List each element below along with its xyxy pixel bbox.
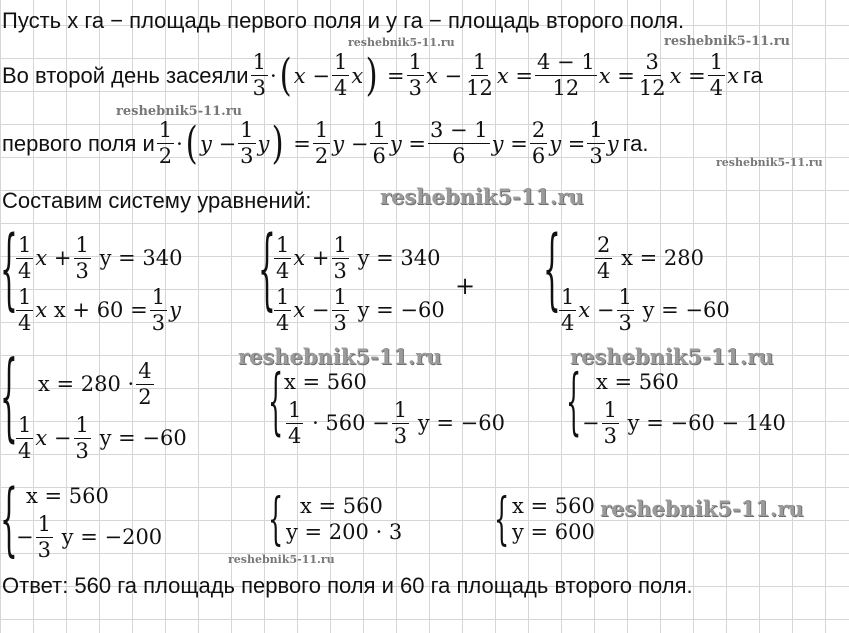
system-7-brace: { xyxy=(0,474,18,566)
answer-line: Ответ: 560 га площадь первого поля и 60 га площадь второго поля. xyxy=(2,573,693,598)
system-6-brace: { xyxy=(566,360,582,444)
watermark: reshebnik5-11.ru xyxy=(664,34,791,49)
line3-suffix: га. xyxy=(622,130,649,156)
system-5: x = 560 $\frac{1}{4}$ · 560 − $\frac{1}{3}$ y = −60 xyxy=(284,370,505,448)
system-8: x = 560 y = 200 · 3 xyxy=(286,494,403,544)
watermark: reshebnik5-11.ru xyxy=(228,553,335,566)
statement-line-1: Пусть x га − площадь первого поля и y га − площадь второго поля. xyxy=(2,8,685,33)
system-1-brace: { xyxy=(0,219,18,321)
system-2-brace: { xyxy=(258,219,276,321)
system-5-brace: { xyxy=(268,360,284,444)
plus-sign: + xyxy=(455,272,476,300)
line2-suffix: га xyxy=(742,62,763,88)
statement-line-2: Во второй день засеяли $\frac{1}{3}$ · ( x − $\frac{1}{4}$ x ) = $\frac{1}{3}$ x − $\frac{1}{12}$ x = $\frac{4 - 1}{12}$ x = $\frac{3}{12}$ x = $\frac{1}{4}$ x га xyxy=(2,49,763,101)
system-3-brace: { xyxy=(543,219,561,321)
system-6: x = 560 − $\frac{1}{3}$ y = −60 − 140 xyxy=(582,370,786,448)
system-2: $\frac{1}{4}$ x + $\frac{1}{3}$ y = 340 $\frac{1}{4}$ x − $\frac{1}{3}$ y = −60 xyxy=(276,232,445,335)
system-4: x = 280 · $\frac{4}{2}$ $\frac{1}{4}$ x − $\frac{1}{3}$ y = −60 xyxy=(18,358,187,463)
watermark: reshebnik5-11.ru xyxy=(600,496,804,521)
system-4-brace: { xyxy=(0,342,18,454)
system-1: $\frac{1}{4}$ x + $\frac{1}{3}$ y = 340 $\frac{1}{4}$ x x + 60 = $\frac{1}{3}$ y xyxy=(18,232,183,335)
system-9: x = 560 y = 600 xyxy=(512,494,595,544)
system-heading: Составим систему уравнений: xyxy=(2,188,312,213)
line2-prefix: Во второй день засеяли xyxy=(2,62,249,88)
watermark: reshebnik5-11.ru xyxy=(570,344,774,369)
system-8-brace: { xyxy=(268,487,284,553)
watermark: reshebnik5-11.ru xyxy=(348,36,455,49)
line3-prefix: первого поля и xyxy=(2,130,155,156)
system-3: $\frac{2}{4}$ x = 280 $\frac{1}{4}$ x − $\frac{1}{3}$ y = −60 xyxy=(561,232,730,335)
system-9-brace: { xyxy=(494,487,510,553)
watermark: reshebnik5-11.ru xyxy=(716,156,823,169)
watermark: reshebnik5-11.ru xyxy=(380,184,584,209)
system-7: x = 560 − $\frac{1}{3}$ y = −200 xyxy=(16,484,163,562)
watermark: reshebnik5-11.ru xyxy=(116,104,243,119)
watermark: reshebnik5-11.ru xyxy=(238,344,442,369)
statement-line-3: первого поля и $\frac{1}{2}$ · ( y − $\frac{1}{3}$ y ) = $\frac{1}{2}$ y − $\frac{1}{6}$ y = $\frac{3 - 1}{6}$ y = $\frac{2}{6}$ y = $\frac{1}{3}$ y га. xyxy=(2,117,649,169)
